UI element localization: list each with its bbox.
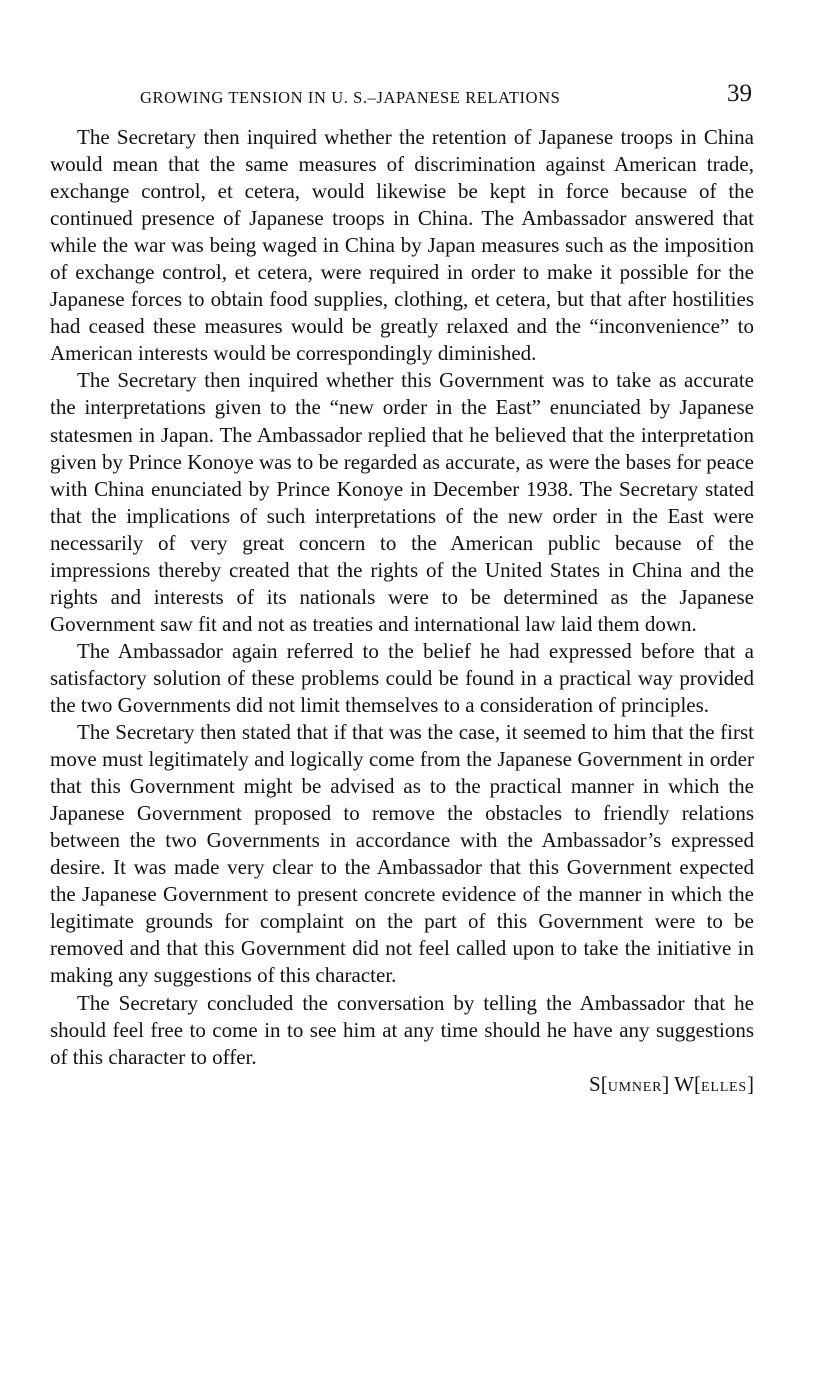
paragraph-5: The Secretary concluded the conversation by telling the Ambassador that he should feel free to come in to see him at any time should he have any suggestions of this character to offer. xyxy=(50,990,754,1069)
paragraph-4: The Secretary then stated that if that was the case, it seemed to him that the first move must legitimately and logically come from the Japanese Government in order that this Government might be advised as to the practical manner in which the Japanese Government proposed to remove the obstacles to friendly relations between the two Governments in accordance with the Ambassador’s expressed desire. It was made very clear to the Ambassador that this Government expected the Japanese Government to present concrete evidence of the manner in which the legitimate grounds for complaint on the part of this Government were to be removed and that this Government did not feel called upon to take the initiative in making any suggestions of this character. xyxy=(50,720,754,988)
running-title: GROWING TENSION IN U. S.–JAPANESE RELATIONS xyxy=(140,88,561,107)
signature: S[UMNER] W[ELLES] xyxy=(589,1071,754,1096)
paragraph-2: The Secretary then inquired whether this Government was to take as accurate the interpretations given to the “new order in the East” enunciated by Japanese statesmen in Japan. The Ambassador replied that he believed that the interpretation given by Prince Konoye was to be regarded as accurate, as were the bases for peace with China enunciated by Prince Konoye in December 1938. The Secretary stated that the implications of such interpretations of the new order in the East were necessarily of very great concern to the American public because of the impressions thereby created that the rights of the United States in China and the rights and interests of its nationals were to be determined as the Japanese Government saw fit and not as treaties and international law laid them down. xyxy=(50,368,754,636)
signature-first-rest: UMNER xyxy=(607,1079,663,1095)
document-page xyxy=(50,78,754,1101)
paragraph-1: The Secretary then inquired whether the retention of Japanese troops in China would mean that the same measures of discrimination against American trade, exchange control, et cetera, would likewise be kept in force because of the continued presence of Japanese troops in China. The Ambassador answered that while the war was being waged in China by Japan measures such as the imposition of exchange control, et cetera, were required in order to make it possible for the Japanese forces to obtain food supplies, clothing, et cetera, but that after hostilities had ceased these measures would be greatly relaxed and the “inconvenience” to American interests would be correspondingly diminished. xyxy=(50,125,754,366)
page-number: 39 xyxy=(727,80,752,107)
body-text xyxy=(50,124,754,1071)
signature-last-initial: W xyxy=(674,1071,694,1096)
running-head xyxy=(50,78,754,112)
paragraph-3: The Ambassador again referred to the belief he had expressed before that a satisfactory solution of these problems could be found in a practical way provided the two Governments did not limit themselves to a consideration of principles. xyxy=(50,638,754,717)
signature-first-initial: S xyxy=(589,1071,601,1096)
signature-last-rest: ELLES xyxy=(701,1079,747,1095)
